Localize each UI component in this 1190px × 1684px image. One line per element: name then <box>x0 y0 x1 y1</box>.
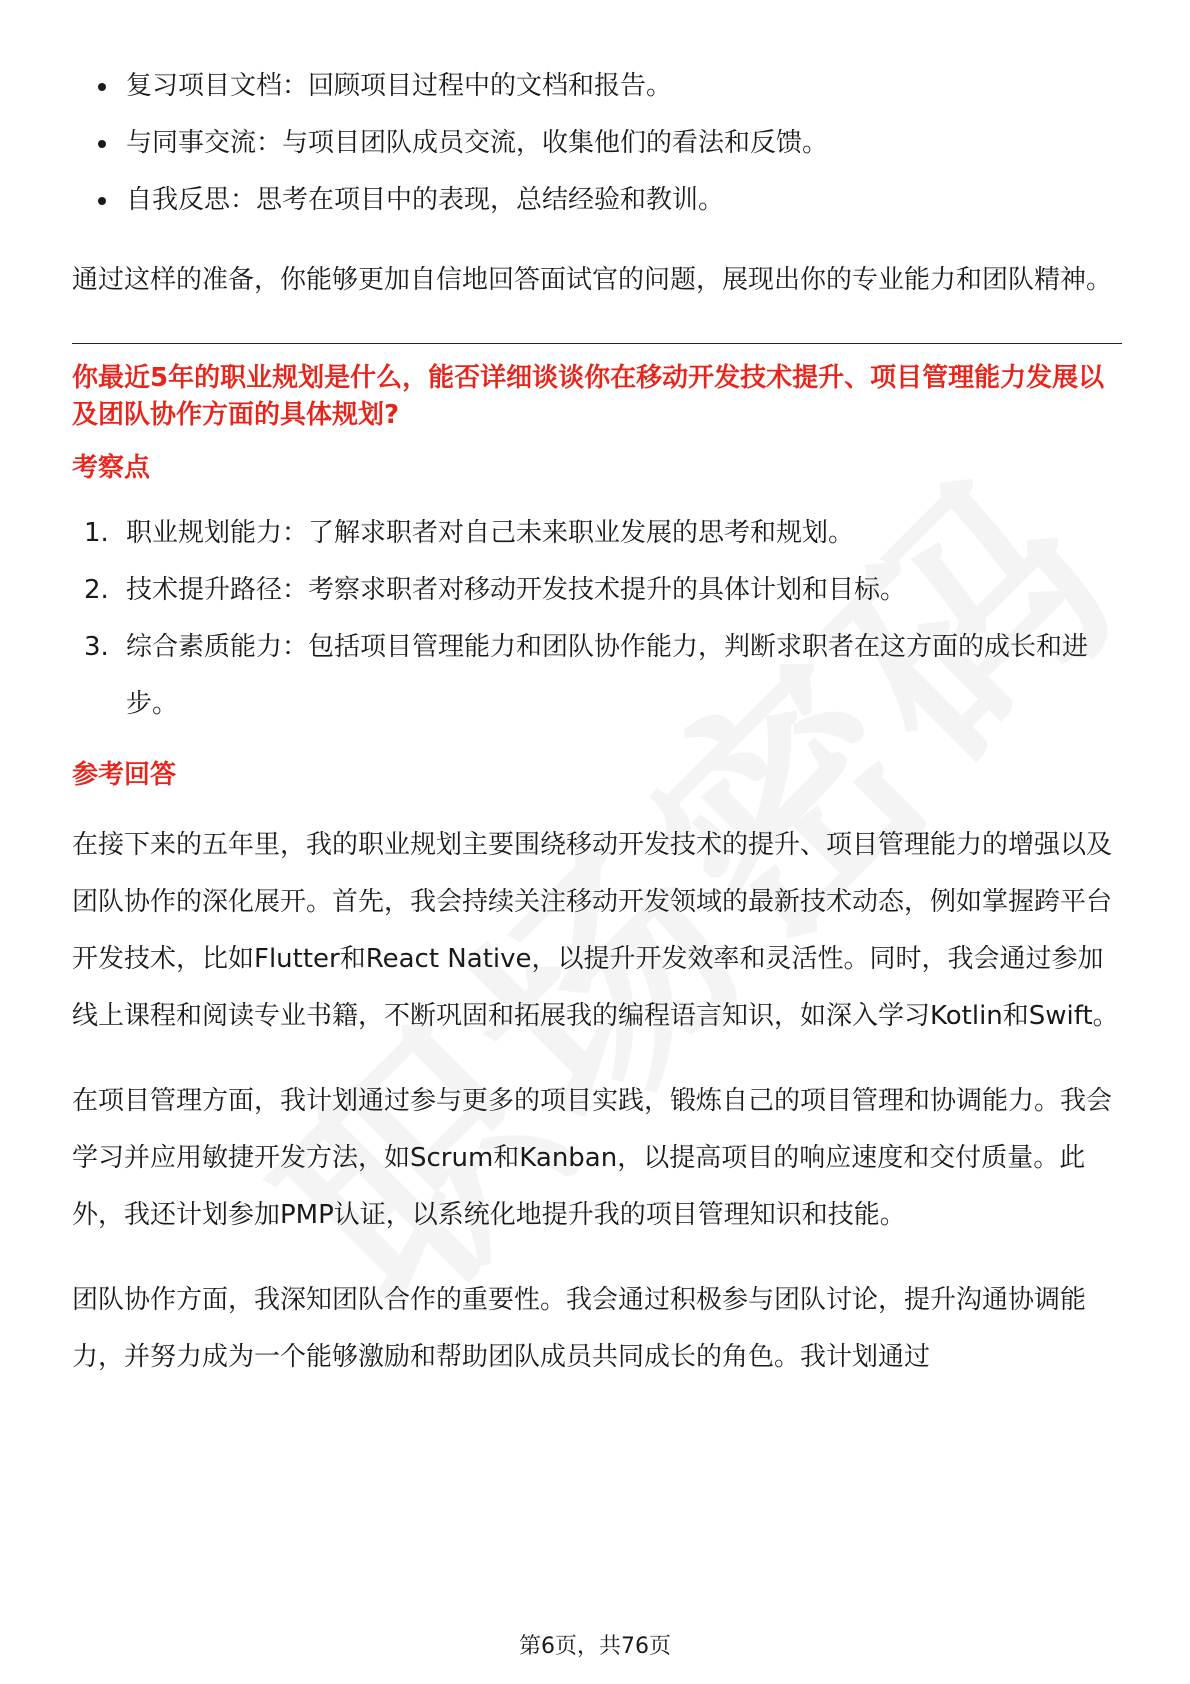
points-label: 考察点 <box>72 453 151 483</box>
list-item <box>72 58 1122 115</box>
question-heading: 你最近5年的职业规划是什么，能否详细谈谈你在移动开发技术提升、项目管理能力发展以及团队协作方面的具体规划? <box>72 363 1105 430</box>
bullet-text: 复习项目文档：回顾项目过程中的文档和报告。 <box>126 71 673 101</box>
bullet-dot-icon <box>98 83 106 91</box>
bullet-list <box>72 58 1122 229</box>
bullet-dot-icon <box>98 140 106 148</box>
item-text: 综合素质能力：包括项目管理能力和团队协作能力，判断求职者在这方面的成长和进步。 <box>126 632 1089 719</box>
page-content <box>72 58 1122 1386</box>
answer-paragraph: 在项目管理方面，我计划通过参与更多的项目实践，锻炼自己的项目管理和协调能力。我会学习并应用敏捷开发方法，如Scrum和Kanban，以提高项目的响应速度和交付质量。此外，我还计划参加PMP认证，以系统化地提升我的项目管理知识和技能。 <box>72 1086 1113 1230</box>
list-item <box>72 115 1122 172</box>
section-divider <box>72 343 1122 344</box>
points-list <box>72 505 1122 733</box>
item-text: 技术提升路径：考察求职者对移动开发技术提升的具体计划和目标。 <box>126 575 907 605</box>
bullet-dot-icon <box>98 197 106 205</box>
closing-paragraph: 通过这样的准备，你能够更加自信地回答面试官的问题，展现出你的专业能力和团队精神。 <box>72 265 1113 295</box>
page-footer: 第6页，共76页 <box>519 1634 671 1659</box>
list-item <box>72 562 1122 619</box>
bullet-text: 与同事交流：与项目团队成员交流，收集他们的看法和反馈。 <box>126 128 829 158</box>
answer-paragraph: 在接下来的五年里，我的职业规划主要围绕移动开发技术的提升、项目管理能力的增强以及团队协作的深化展开。首先，我会持续关注移动开发领域的最新技术动态，例如掌握跨平台开发技术，比如Flutter和React Native，以提升开发效率和灵活性。同时，我会通过参加线上课程和阅读专业书籍，不断巩固和拓展我的编程语言知识，如深入学习Kotlin和Swift。 <box>72 830 1119 1031</box>
answer-label: 参考回答 <box>72 760 177 790</box>
list-item <box>72 505 1122 562</box>
bullet-text: 自我反思：思考在项目中的表现，总结经验和教训。 <box>126 185 725 215</box>
item-text: 职业规划能力：了解求职者对自己未来职业发展的思考和规划。 <box>126 518 855 548</box>
answer-paragraph: 团队协作方面，我深知团队合作的重要性。我会通过积极参与团队讨论，提升沟通协调能力，并努力成为一个能够激励和帮助团队成员共同成长的角色。我计划通过 <box>72 1285 1087 1372</box>
list-item <box>72 172 1122 229</box>
item-number: 1. <box>84 518 109 548</box>
item-number: 3. <box>84 632 109 662</box>
list-item <box>72 619 1122 733</box>
item-number: 2. <box>84 575 109 605</box>
